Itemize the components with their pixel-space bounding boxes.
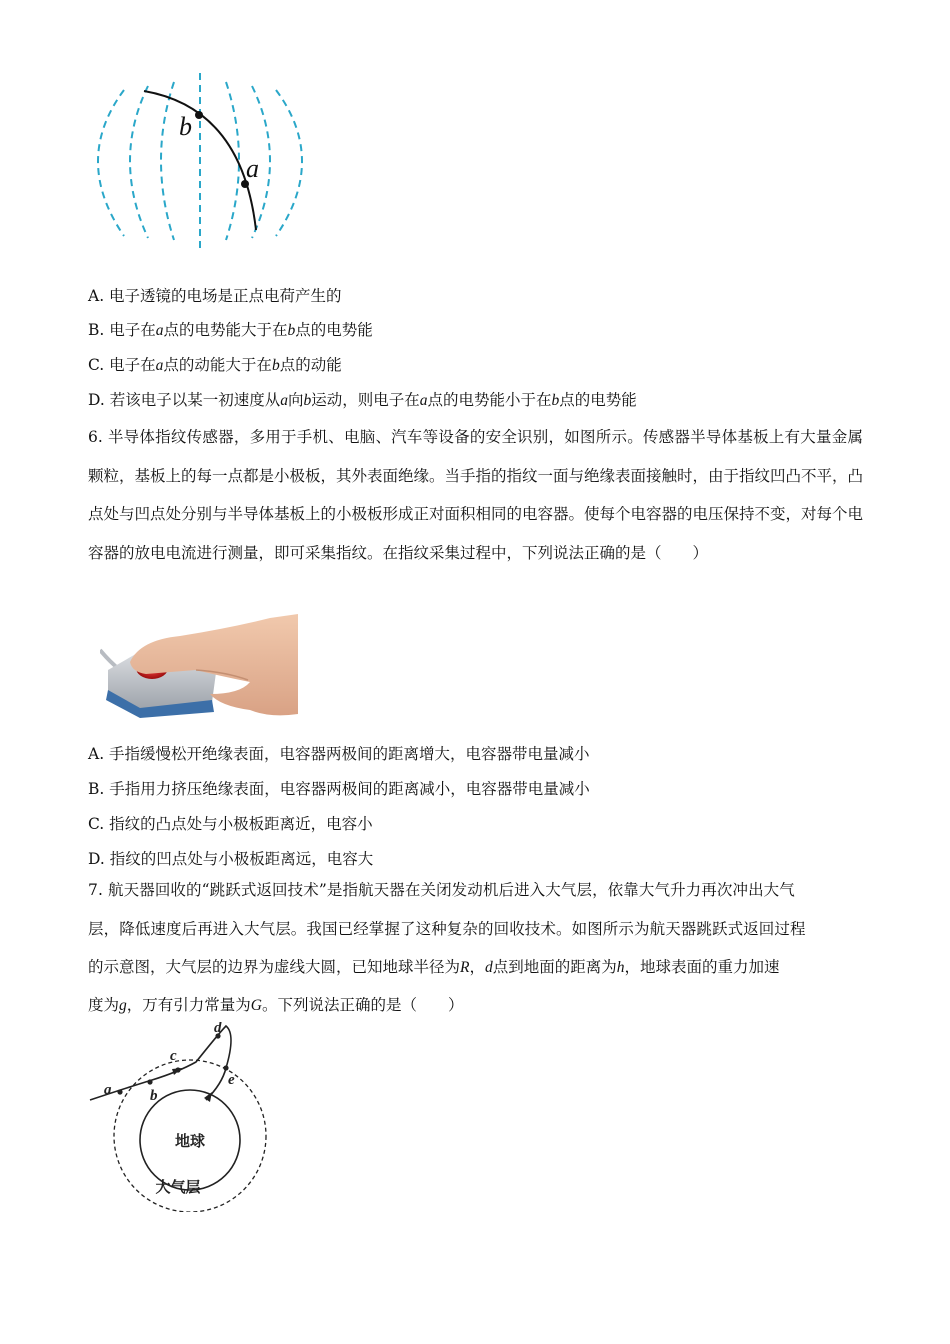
point-a-dot	[117, 1089, 122, 1094]
q7-stem-line-2: 层，降低速度后再进入大气层。我国已经掌握了这种复杂的回收技术。如图所示为航天器跳跃式返回过程	[88, 920, 806, 938]
point-b-dot	[195, 111, 203, 119]
field-line-left-2	[130, 86, 148, 238]
q5-option-d: D. 若该电子以某一初速度从a向b运动，则电子在a点的电势能小于在b点的电势能	[88, 391, 637, 409]
q7-stem-line-3: 的示意图，大气层的边界为虚线大圆，已知地球半径为R，d点到地面的距离为h，地球表面的重力加速	[88, 958, 780, 976]
point-e-dot	[223, 1065, 228, 1070]
point-b-dot	[147, 1079, 152, 1084]
earth-label: 地球	[174, 1132, 206, 1150]
q7-stem-line-1: 7. 航天器回收的“跳跃式返回技术”是指航天器在关闭发动机后进入大气层，依靠大气升力再次冲出大气	[88, 881, 795, 899]
label-a: a	[104, 1082, 112, 1098]
label-d: d	[214, 1022, 222, 1036]
q6-stem: 6. 半导体指纹传感器，多用于手机、电脑、汽车等设备的安全识别，如图所示。传感器半导体基板上有大量金属颗粒，基板上的每一点都是小极板，其外表面绝缘。当手指的指纹一面与绝缘表面接触时，由于指纹凹凸不平，凸点处与凹点处分别与半导体基板上的小极板形成正对面积相同的电容器。使每个电容器的电压保持不变，对每个电容器的放电电流进行测量，即可采集指纹。在指纹采集过程中，下列说法正确的是（ ）	[88, 428, 864, 562]
q5-option-c: C. 电子在a点的动能大于在b点的动能	[88, 356, 342, 374]
point-c-dot	[175, 1067, 180, 1072]
field-line-left-1	[161, 82, 174, 240]
q6-option-b: B. 手指用力挤压绝缘表面，电容器两极间的距离减小，电容器带电量减小	[88, 780, 590, 798]
q5-option-b: B. 电子在a点的电势能大于在b点的电势能	[88, 321, 373, 339]
q6-option-c: C. 指纹的凸点处与小极板距离近，电容小	[88, 815, 373, 833]
q5-option-a: A. 电子透镜的电场是正点电荷产生的	[88, 287, 342, 305]
point-b-label: b	[179, 112, 192, 141]
field-line-right-3	[276, 90, 302, 236]
atmosphere-label: 大气层	[155, 1178, 201, 1196]
electron-lens-figure	[82, 68, 322, 253]
q7-stem-line-4: 度为g，万有引力常量为G。下列说法正确的是（ ）	[88, 996, 464, 1014]
reentry-trajectory-figure	[86, 1022, 286, 1212]
fingerprint-sensor-figure	[100, 610, 298, 718]
point-a-label: a	[246, 154, 259, 183]
label-e: e	[228, 1072, 235, 1088]
field-line-left-3	[98, 90, 124, 236]
label-c: c	[170, 1048, 177, 1064]
q6-option-a: A. 手指缓慢松开绝缘表面，电容器两极间的距离增大，电容器带电量减小	[88, 745, 590, 763]
label-b: b	[150, 1088, 158, 1104]
q6-option-d: D. 指纹的凹点处与小极板距离远，电容大	[88, 850, 374, 868]
